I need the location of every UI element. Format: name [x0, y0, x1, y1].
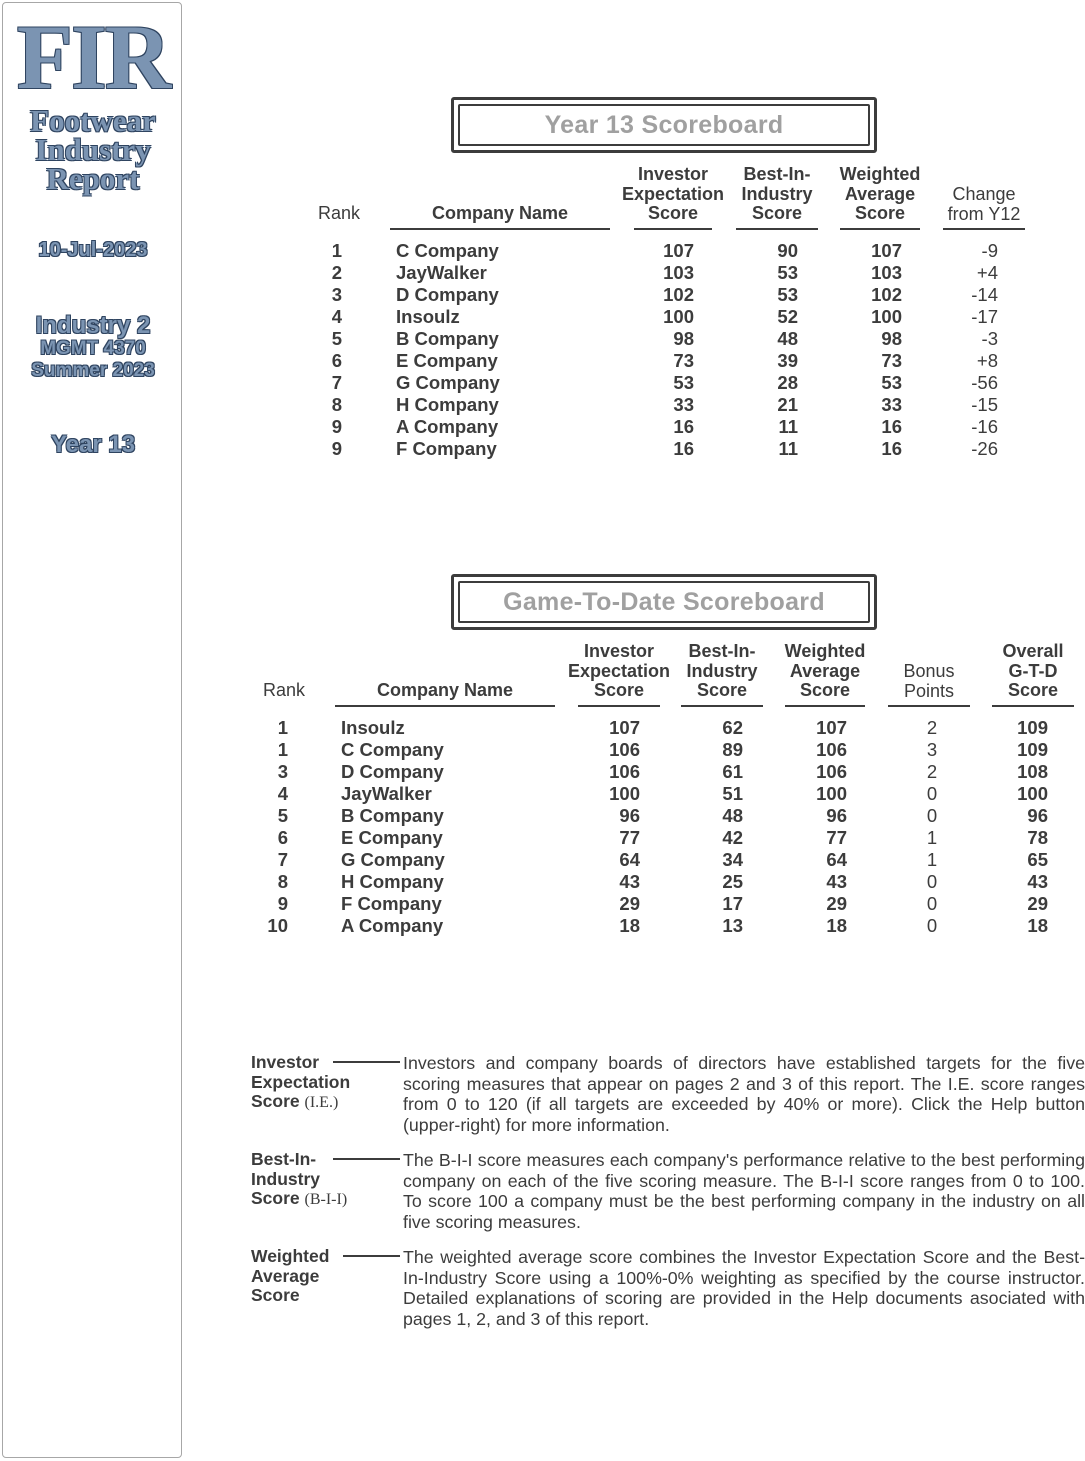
- gtd-row-company-cell: H Company: [341, 871, 444, 892]
- gtd-row-overall-cell: 100: [1017, 783, 1048, 804]
- year-label: Year 13: [50, 431, 136, 458]
- report-title-line-3: Report: [46, 161, 140, 196]
- gtd-row-rank-cell: 10: [267, 915, 288, 936]
- gtd-row-ie-cell: 96: [619, 805, 640, 826]
- year-hdr-change: Change from Y12: [943, 185, 1025, 224]
- year-row-bii-cell: 53: [777, 284, 798, 305]
- gtd-hdr-ie: Investor Expectation Score: [566, 642, 672, 701]
- year-row-ie-cell: 16: [673, 416, 694, 437]
- gtd-row-was-cell: 29: [826, 893, 847, 914]
- year-row-rank-cell: 5: [331, 328, 342, 349]
- gtd-row-rank-cell: 8: [277, 871, 288, 892]
- year-hdr-rank: Rank: [317, 203, 361, 223]
- gtd-row-ie-cell: 43: [619, 871, 640, 892]
- gtd-row-overall-cell: 109: [1017, 739, 1048, 760]
- year-row-rank-cell: 8: [331, 394, 342, 415]
- year-row-company-cell: C Company: [396, 240, 499, 261]
- year-row-change-cell: -26: [971, 438, 998, 459]
- year-hdr-bii: Best-In- Industry Score: [736, 165, 818, 224]
- gtd-row-bii-cell: 51: [722, 783, 743, 804]
- year-row-ie-cell: 103: [663, 262, 694, 283]
- gtd-row-bii-cell: 25: [722, 871, 743, 892]
- year-board-title: Year 13 Scoreboard: [458, 104, 870, 146]
- gtd-hdr-rank: Rank: [262, 680, 306, 700]
- def-connector-bii: [333, 1158, 400, 1160]
- year-row-ie-cell: 100: [663, 306, 694, 327]
- year-row-ie-cell: 16: [673, 438, 694, 459]
- year-row-bii-cell: 11: [778, 416, 798, 437]
- year-row-bii-cell: 28: [777, 372, 798, 393]
- year-row-rank-cell: 9: [331, 416, 342, 437]
- gtd-row-was-cell: 64: [826, 849, 847, 870]
- fir-logo: FIR: [16, 6, 170, 108]
- gtd-row-bonus-cell: 1: [926, 827, 938, 848]
- gtd-row-was-cell: 106: [816, 739, 847, 760]
- year-row-bii-cell: 53: [777, 262, 798, 283]
- gtd-row-overall-cell: 43: [1027, 871, 1048, 892]
- gtd-row-bii-cell: 34: [722, 849, 743, 870]
- gtd-row-was-cell: 107: [816, 717, 847, 738]
- year-row-rank-cell: 3: [331, 284, 342, 305]
- gtd-hdr-overall: Overall G-T-D Score: [992, 642, 1074, 701]
- gtd-row-rank-cell: 4: [277, 783, 288, 804]
- year-row-was-cell: 98: [881, 328, 902, 349]
- gtd-row-bonus-cell: 3: [926, 739, 938, 760]
- gtd-row-bonus-cell: 0: [926, 893, 938, 914]
- gtd-row-was-cell: 100: [816, 783, 847, 804]
- gtd-hdr-company: Company Name: [335, 681, 555, 701]
- gtd-hdr-bonus: Bonus Points: [888, 662, 970, 701]
- gtd-row-company-cell: A Company: [341, 915, 444, 936]
- report-date: 10-Jul-2023: [38, 239, 148, 261]
- year-row-was-cell: 73: [881, 350, 902, 371]
- year-row-ie-cell: 33: [673, 394, 694, 415]
- year-row-ie-cell: 73: [673, 350, 694, 371]
- gtd-hdr-was: Weighted Average Score: [781, 642, 869, 701]
- gtd-row-bonus-cell: 1: [926, 849, 938, 870]
- def-term-was: Weighted Average Score: [251, 1246, 330, 1305]
- gtd-row-bii-cell: 62: [722, 717, 743, 738]
- year-row-change-cell: -56: [971, 372, 998, 393]
- def-term-ie: Investor Expectation Score (I.E.): [251, 1052, 351, 1111]
- report-title-line-2: Industry: [35, 132, 151, 167]
- year-row-was-cell: 102: [871, 284, 902, 305]
- def-abbr-ie: (I.E.): [304, 1094, 339, 1111]
- year-row-ie-cell: 98: [673, 328, 694, 349]
- year-row-change-cell: -16: [971, 416, 998, 437]
- gtd-row-ie-cell: 100: [609, 783, 640, 804]
- gtd-row-bonus-cell: 0: [926, 915, 938, 936]
- gtd-row-rank-cell: 5: [277, 805, 288, 826]
- year-row-rank-cell: 9: [331, 438, 342, 459]
- year-row-bii-cell: 52: [777, 306, 798, 327]
- year-row-rank-cell: 4: [331, 306, 342, 327]
- gtd-row-company-cell: JayWalker: [341, 783, 432, 804]
- year-row-company-cell: JayWalker: [396, 262, 487, 283]
- year-row-was-cell: 107: [871, 240, 902, 261]
- year-row-bii-cell: 11: [778, 438, 798, 459]
- year-row-change-cell: -3: [981, 328, 998, 349]
- gtd-row-rank-cell: 1: [277, 717, 288, 738]
- gtd-row-was-cell: 96: [826, 805, 847, 826]
- year-row-bii-cell: 21: [777, 394, 798, 415]
- def-term-bii: Best-In- Industry Score (B-I-I): [251, 1149, 348, 1208]
- gtd-board-title-box: [451, 574, 877, 630]
- gtd-row-company-cell: E Company: [341, 827, 443, 848]
- year-row-change-cell: -17: [971, 306, 998, 327]
- def-text-bii: The B-I-I score measures each company's performance relative to the best performing company on each of the five scoring measure. The B-I-I score ranges from 0 to 100. To score 100 a company must be the best performing company in the industry on all five scoring measures.: [403, 1150, 1085, 1233]
- gtd-row-bii-cell: 13: [722, 915, 743, 936]
- year-row-was-cell: 33: [881, 394, 902, 415]
- year-row-company-cell: B Company: [396, 328, 499, 349]
- year-row-bii-cell: 39: [777, 350, 798, 371]
- year-row-company-cell: Insoulz: [396, 306, 460, 327]
- gtd-row-overall-cell: 18: [1027, 915, 1048, 936]
- gtd-row-ie-cell: 29: [619, 893, 640, 914]
- year-row-company-cell: F Company: [396, 438, 497, 459]
- def-abbr-bii: (B-I-I): [304, 1191, 348, 1208]
- gtd-row-bii-cell: 17: [722, 893, 743, 914]
- gtd-row-ie-cell: 107: [609, 717, 640, 738]
- industry-label: Industry 2: [35, 312, 151, 339]
- gtd-row-was-cell: 106: [816, 761, 847, 782]
- def-text-was: The weighted average score combines the Investor Expectation Score and the Best-In-Industry Score using a 100%-0% weighting as specified by the course instructor. Detailed explanations of scoring are provided in the Help documents asociated with pages 1, 2, and 3 of this report.: [403, 1247, 1085, 1330]
- gtd-row-was-cell: 77: [826, 827, 847, 848]
- sidebar: [2, 2, 182, 1458]
- year-row-change-cell: -14: [971, 284, 998, 305]
- gtd-row-was-cell: 18: [826, 915, 847, 936]
- year-row-was-cell: 16: [881, 438, 902, 459]
- year-row-change-cell: -9: [981, 240, 998, 261]
- term-label: Summer 2023: [31, 360, 155, 381]
- gtd-row-company-cell: D Company: [341, 761, 444, 782]
- def-text-ie: Investors and company boards of directors have established targets for the five scoring measures that appear on pages 2 and 3 of this report. The I.E. score ranges from 0 to 120 (if all targets are exceeded by 40% or more). Click the Help button (upper-right) for more information.: [403, 1053, 1085, 1136]
- year-row-company-cell: E Company: [396, 350, 498, 371]
- gtd-row-bonus-cell: 0: [926, 783, 938, 804]
- gtd-row-overall-cell: 29: [1027, 893, 1048, 914]
- gtd-row-overall-cell: 109: [1017, 717, 1048, 738]
- year-row-rank-cell: 7: [331, 372, 342, 393]
- gtd-row-company-cell: Insoulz: [341, 717, 405, 738]
- gtd-row-rank-cell: 9: [277, 893, 288, 914]
- gtd-board-title: Game-To-Date Scoreboard: [458, 581, 870, 623]
- def-connector-was: [343, 1255, 400, 1257]
- report-title-line-1: Footwear: [30, 103, 156, 138]
- year-row-change-cell: +8: [976, 350, 998, 371]
- year-row-company-cell: G Company: [396, 372, 500, 393]
- year-row-bii-cell: 90: [777, 240, 798, 261]
- year-row-rank-cell: 6: [331, 350, 342, 371]
- year-row-change-cell: +4: [976, 262, 998, 283]
- gtd-row-ie-cell: 106: [609, 739, 640, 760]
- year-row-was-cell: 100: [871, 306, 902, 327]
- year-row-was-cell: 53: [881, 372, 902, 393]
- gtd-row-bii-cell: 61: [722, 761, 743, 782]
- year-row-ie-cell: 102: [663, 284, 694, 305]
- year-row-ie-cell: 107: [663, 240, 694, 261]
- gtd-row-overall-cell: 108: [1017, 761, 1048, 782]
- gtd-row-ie-cell: 106: [609, 761, 640, 782]
- year-row-ie-cell: 53: [673, 372, 694, 393]
- gtd-row-rank-cell: 7: [277, 849, 288, 870]
- year-hdr-company: Company Name: [390, 204, 610, 224]
- year-row-company-cell: H Company: [396, 394, 499, 415]
- gtd-row-bii-cell: 42: [722, 827, 743, 848]
- gtd-row-bonus-cell: 2: [926, 717, 938, 738]
- gtd-row-bonus-cell: 0: [926, 871, 938, 892]
- gtd-row-company-cell: G Company: [341, 849, 445, 870]
- course-label: MGMT 4370: [40, 338, 146, 359]
- gtd-row-overall-cell: 78: [1027, 827, 1048, 848]
- gtd-row-company-cell: C Company: [341, 739, 444, 760]
- year-hdr-ie: Investor Expectation Score: [620, 165, 726, 224]
- gtd-row-was-cell: 43: [826, 871, 847, 892]
- year-row-rank-cell: 1: [331, 240, 342, 261]
- gtd-row-rank-cell: 6: [277, 827, 288, 848]
- gtd-row-rank-cell: 1: [277, 739, 288, 760]
- gtd-row-ie-cell: 64: [619, 849, 640, 870]
- gtd-row-rank-cell: 3: [277, 761, 288, 782]
- year-row-was-cell: 103: [871, 262, 902, 283]
- year-row-was-cell: 16: [881, 416, 902, 437]
- gtd-hdr-bii: Best-In- Industry Score: [681, 642, 763, 701]
- gtd-row-overall-cell: 96: [1027, 805, 1048, 826]
- gtd-row-company-cell: B Company: [341, 805, 444, 826]
- gtd-row-ie-cell: 77: [619, 827, 640, 848]
- year-board-title-box: [451, 97, 877, 153]
- year-row-bii-cell: 48: [777, 328, 798, 349]
- gtd-row-company-cell: F Company: [341, 893, 442, 914]
- def-connector-ie: [333, 1061, 400, 1063]
- gtd-row-bonus-cell: 0: [926, 805, 938, 826]
- year-row-company-cell: A Company: [396, 416, 499, 437]
- gtd-row-bonus-cell: 2: [926, 761, 938, 782]
- gtd-row-ie-cell: 18: [619, 915, 640, 936]
- gtd-row-bii-cell: 48: [722, 805, 743, 826]
- year-row-change-cell: -15: [971, 394, 998, 415]
- year-row-rank-cell: 2: [331, 262, 342, 283]
- year-hdr-was: Weighted Average Score: [836, 165, 924, 224]
- year-row-company-cell: D Company: [396, 284, 499, 305]
- gtd-row-bii-cell: 89: [722, 739, 743, 760]
- gtd-row-overall-cell: 65: [1027, 849, 1048, 870]
